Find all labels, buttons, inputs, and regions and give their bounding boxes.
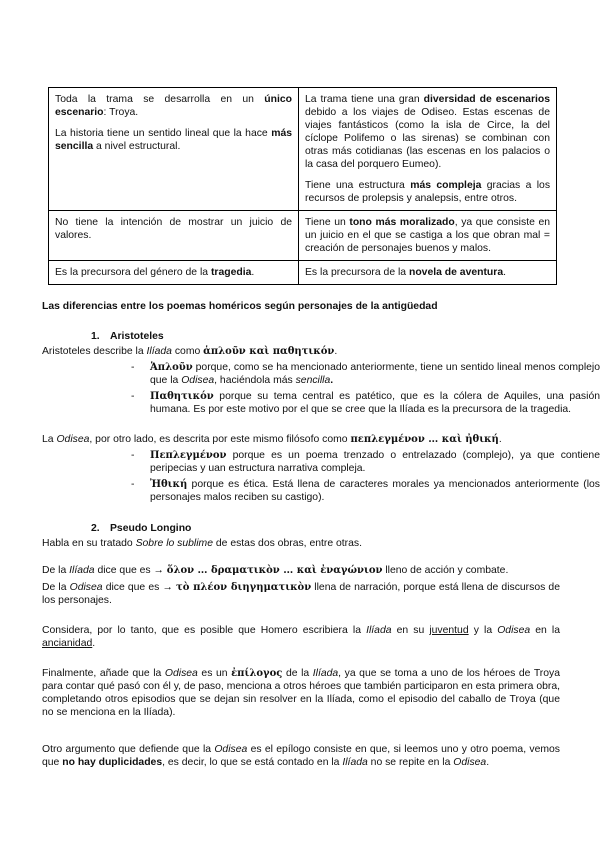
text-run: Sobre lo sublime — [135, 538, 213, 549]
text-run: Aristoteles describe la — [42, 346, 147, 357]
text-run: Odisea — [69, 582, 103, 593]
text-run: Toda la trama se desarrolla en un — [55, 94, 265, 105]
text-run: ancianidad — [42, 638, 93, 649]
greek-term: πεπλεγμένον … καὶ ἠθική — [350, 434, 499, 445]
text-run: a nivel estructural. — [93, 141, 181, 152]
text-run: Tiene un — [305, 217, 350, 228]
heading-text: Pseudo Longino — [110, 523, 192, 534]
paragraph-considera — [42, 624, 560, 650]
text-run: único escenario — [55, 94, 292, 118]
text-run: lleno de acción y combate. — [382, 565, 509, 576]
table-cell-odisea — [299, 211, 557, 261]
text-run: más compleja — [410, 180, 482, 191]
paragraph-finalmente — [42, 667, 560, 719]
greek-term: Πεπλεγμένον — [150, 450, 227, 461]
table-row — [49, 88, 557, 211]
table-cell-odisea — [299, 261, 557, 285]
greek-term: ὅλον … δραματικὸν … καὶ ἐναγώνιον — [166, 565, 383, 576]
list-odisea-traits — [91, 449, 600, 504]
paragraph-otro-argumento — [42, 743, 560, 769]
text-run: , por otro lado, es descrita por este mismo filósofo como — [89, 434, 351, 445]
text-run: Ilíada — [366, 625, 392, 636]
text-run: porque es ética. Está llena de caracteres morales ya mencionados anteriormente (los personajes malos reciben su castigo). — [150, 479, 600, 503]
text-run: Considera, por lo tanto, que es posible que Homero escribiera la — [42, 625, 367, 636]
table-cell-iliada — [49, 261, 299, 285]
text-run: , ya que se toma a uno de los héroes de Troya para contar qué pasó con él y, de paso, menciona a otros héroes que también participaron en esta primera obra, completando otros episodios que se dejan sin resolver en la Ilíada, como el episodio del caballo de Troya (que no se menciona en la Ilíada). — [42, 668, 561, 718]
text-run: Tiene una estructura — [305, 180, 411, 191]
text-run: como — [171, 346, 204, 357]
text-run: Odisea — [453, 757, 487, 768]
text-run: sencilla — [295, 375, 331, 386]
text-run: Habla en su tratado — [42, 538, 136, 549]
heading-number: 1. — [91, 331, 100, 342]
text-run: De la — [42, 582, 70, 593]
cell-paragraph — [305, 266, 550, 279]
cell-paragraph — [55, 216, 292, 242]
text-run: . — [498, 434, 502, 445]
text-run: No tiene la intención de mostrar un juicio de valores. — [55, 217, 292, 241]
text-run: porque, como se ha mencionado anteriormente, tiene un sentido lineal menos complejo que la — [150, 362, 600, 386]
table-cell-odisea — [299, 88, 557, 211]
text-run: de la — [282, 668, 313, 679]
table-row — [49, 211, 557, 261]
text-run: Odisea — [497, 625, 531, 636]
list-item — [131, 478, 600, 504]
text-run: porque es un poema trenzado o entrelazado (complejo), ya que contiene peripecias y uan estructura narrativa compleja. — [150, 450, 600, 474]
text-run: Ilíada — [342, 757, 368, 768]
heading-pseudo-longino — [91, 522, 191, 535]
heading-number: 2. — [91, 523, 100, 534]
text-run: La — [42, 434, 57, 445]
greek-term: ἐπίλογος — [231, 668, 283, 679]
text-run: De la — [42, 565, 70, 576]
text-run: Es la precursora del género de la — [55, 267, 211, 278]
text-run: de estas dos obras, entre otras. — [212, 538, 362, 549]
text-run: Odisea — [214, 744, 248, 755]
text-run: . — [330, 375, 334, 386]
heading-aristoteles — [91, 330, 164, 343]
text-run: . — [503, 267, 506, 278]
text-run: juventud — [429, 625, 469, 636]
text-run: Odisea — [181, 375, 215, 386]
text-run: es el epílogo consiste en que, si leemos uno y otro poema, vemos que — [42, 744, 560, 768]
text-run: Ilíada — [146, 346, 172, 357]
text-run: porque su tema central es patético, que es la cólera de Aquiles, una pasión humana. Es por este motivo por el que se cree que la Ilíada es la precursora de la tragedia. — [150, 391, 600, 415]
cell-paragraph — [55, 266, 292, 279]
paragraph-iliada-dice — [42, 564, 560, 577]
text-run: dice que es → — [102, 582, 176, 593]
greek-term: Παθητικόν — [150, 391, 214, 402]
text-run: tragedia — [210, 267, 252, 278]
list-iliada-traits — [91, 361, 600, 416]
text-run: Otro argumento que defiende que la — [42, 744, 215, 755]
text-run: y la — [468, 625, 498, 636]
text-run: dice que es → — [94, 565, 167, 576]
text-run: . — [486, 757, 490, 768]
text-run: no hay duplicidades — [62, 757, 163, 768]
text-run: Finalmente, añade que la — [42, 668, 165, 679]
greek-term: Ἁπλοῦν — [150, 362, 193, 373]
text-run: en la — [530, 625, 560, 636]
paragraph-odisea — [42, 433, 560, 446]
comparison-table — [48, 87, 557, 285]
table-cell-iliada — [49, 211, 299, 261]
text-run: La trama tiene una gran — [305, 94, 424, 105]
heading-text: Aristoteles — [110, 331, 164, 342]
greek-term: Ἠθική — [150, 479, 188, 490]
text-run: , es decir, lo que se está contado en la — [162, 757, 343, 768]
text-run: gracias a los recursos de prolepsis y analepsis, entre otros. — [305, 180, 551, 204]
text-run: tono más moralizado — [349, 217, 455, 228]
text-run: más sencilla — [55, 128, 292, 152]
paragraph-aristoteles — [42, 345, 560, 358]
text-run: novela de aventura — [408, 267, 504, 278]
text-run: debido a los viajes de Odiseo. Estas escenas de viajes fantásticos (como la isla de Circe, la del cíclope Polifemo o las sirenas) se combinan con otras más cotidianas (las escenas en los palacios o la casa del porquero Eumeo). — [305, 107, 550, 170]
cell-paragraph — [55, 93, 292, 119]
table-row — [49, 261, 557, 285]
text-run: Ilíada — [312, 668, 339, 679]
text-run: Es la precursora de la — [305, 267, 409, 278]
cell-paragraph — [55, 127, 292, 153]
list-item — [131, 449, 600, 475]
text-run: . — [92, 638, 96, 649]
section-title: Las diferencias entre los poemas homéricos según personajes de la antigüedad — [42, 301, 438, 312]
cell-paragraph — [305, 216, 550, 255]
text-run: es un — [197, 668, 232, 679]
cell-paragraph — [305, 93, 550, 171]
greek-term: τὸ πλέον διηγηματικὸν — [175, 582, 312, 593]
text-run: en su — [391, 625, 430, 636]
paragraph-longino — [42, 537, 560, 550]
text-run: , haciéndola más — [214, 375, 296, 386]
list-item — [131, 390, 600, 416]
text-run: , ya que consiste en un juicio en el que se castiga a los que obran mal = creación de personajes buenos y malos. — [305, 217, 551, 254]
text-run: Odisea — [56, 434, 90, 445]
cell-paragraph — [305, 179, 550, 205]
text-run: . — [334, 346, 338, 357]
greek-term: ἁπλοῦν καὶ παθητικόν — [203, 346, 335, 357]
text-run: : Troya. — [103, 107, 139, 118]
table-cell-iliada — [49, 88, 299, 211]
text-run: Odisea — [164, 668, 198, 679]
text-run: La historia tiene un sentido lineal que la hace — [55, 128, 272, 139]
text-run: no se repite en la — [367, 757, 454, 768]
text-run: . — [251, 267, 255, 278]
paragraph-odisea-dice — [42, 581, 560, 607]
text-run: diversidad de escenarios — [423, 94, 551, 105]
text-run: Ilíada — [69, 565, 95, 576]
text-run: llena de narración, porque está llena de discursos de los personajes. — [42, 582, 560, 606]
list-item — [131, 361, 600, 387]
